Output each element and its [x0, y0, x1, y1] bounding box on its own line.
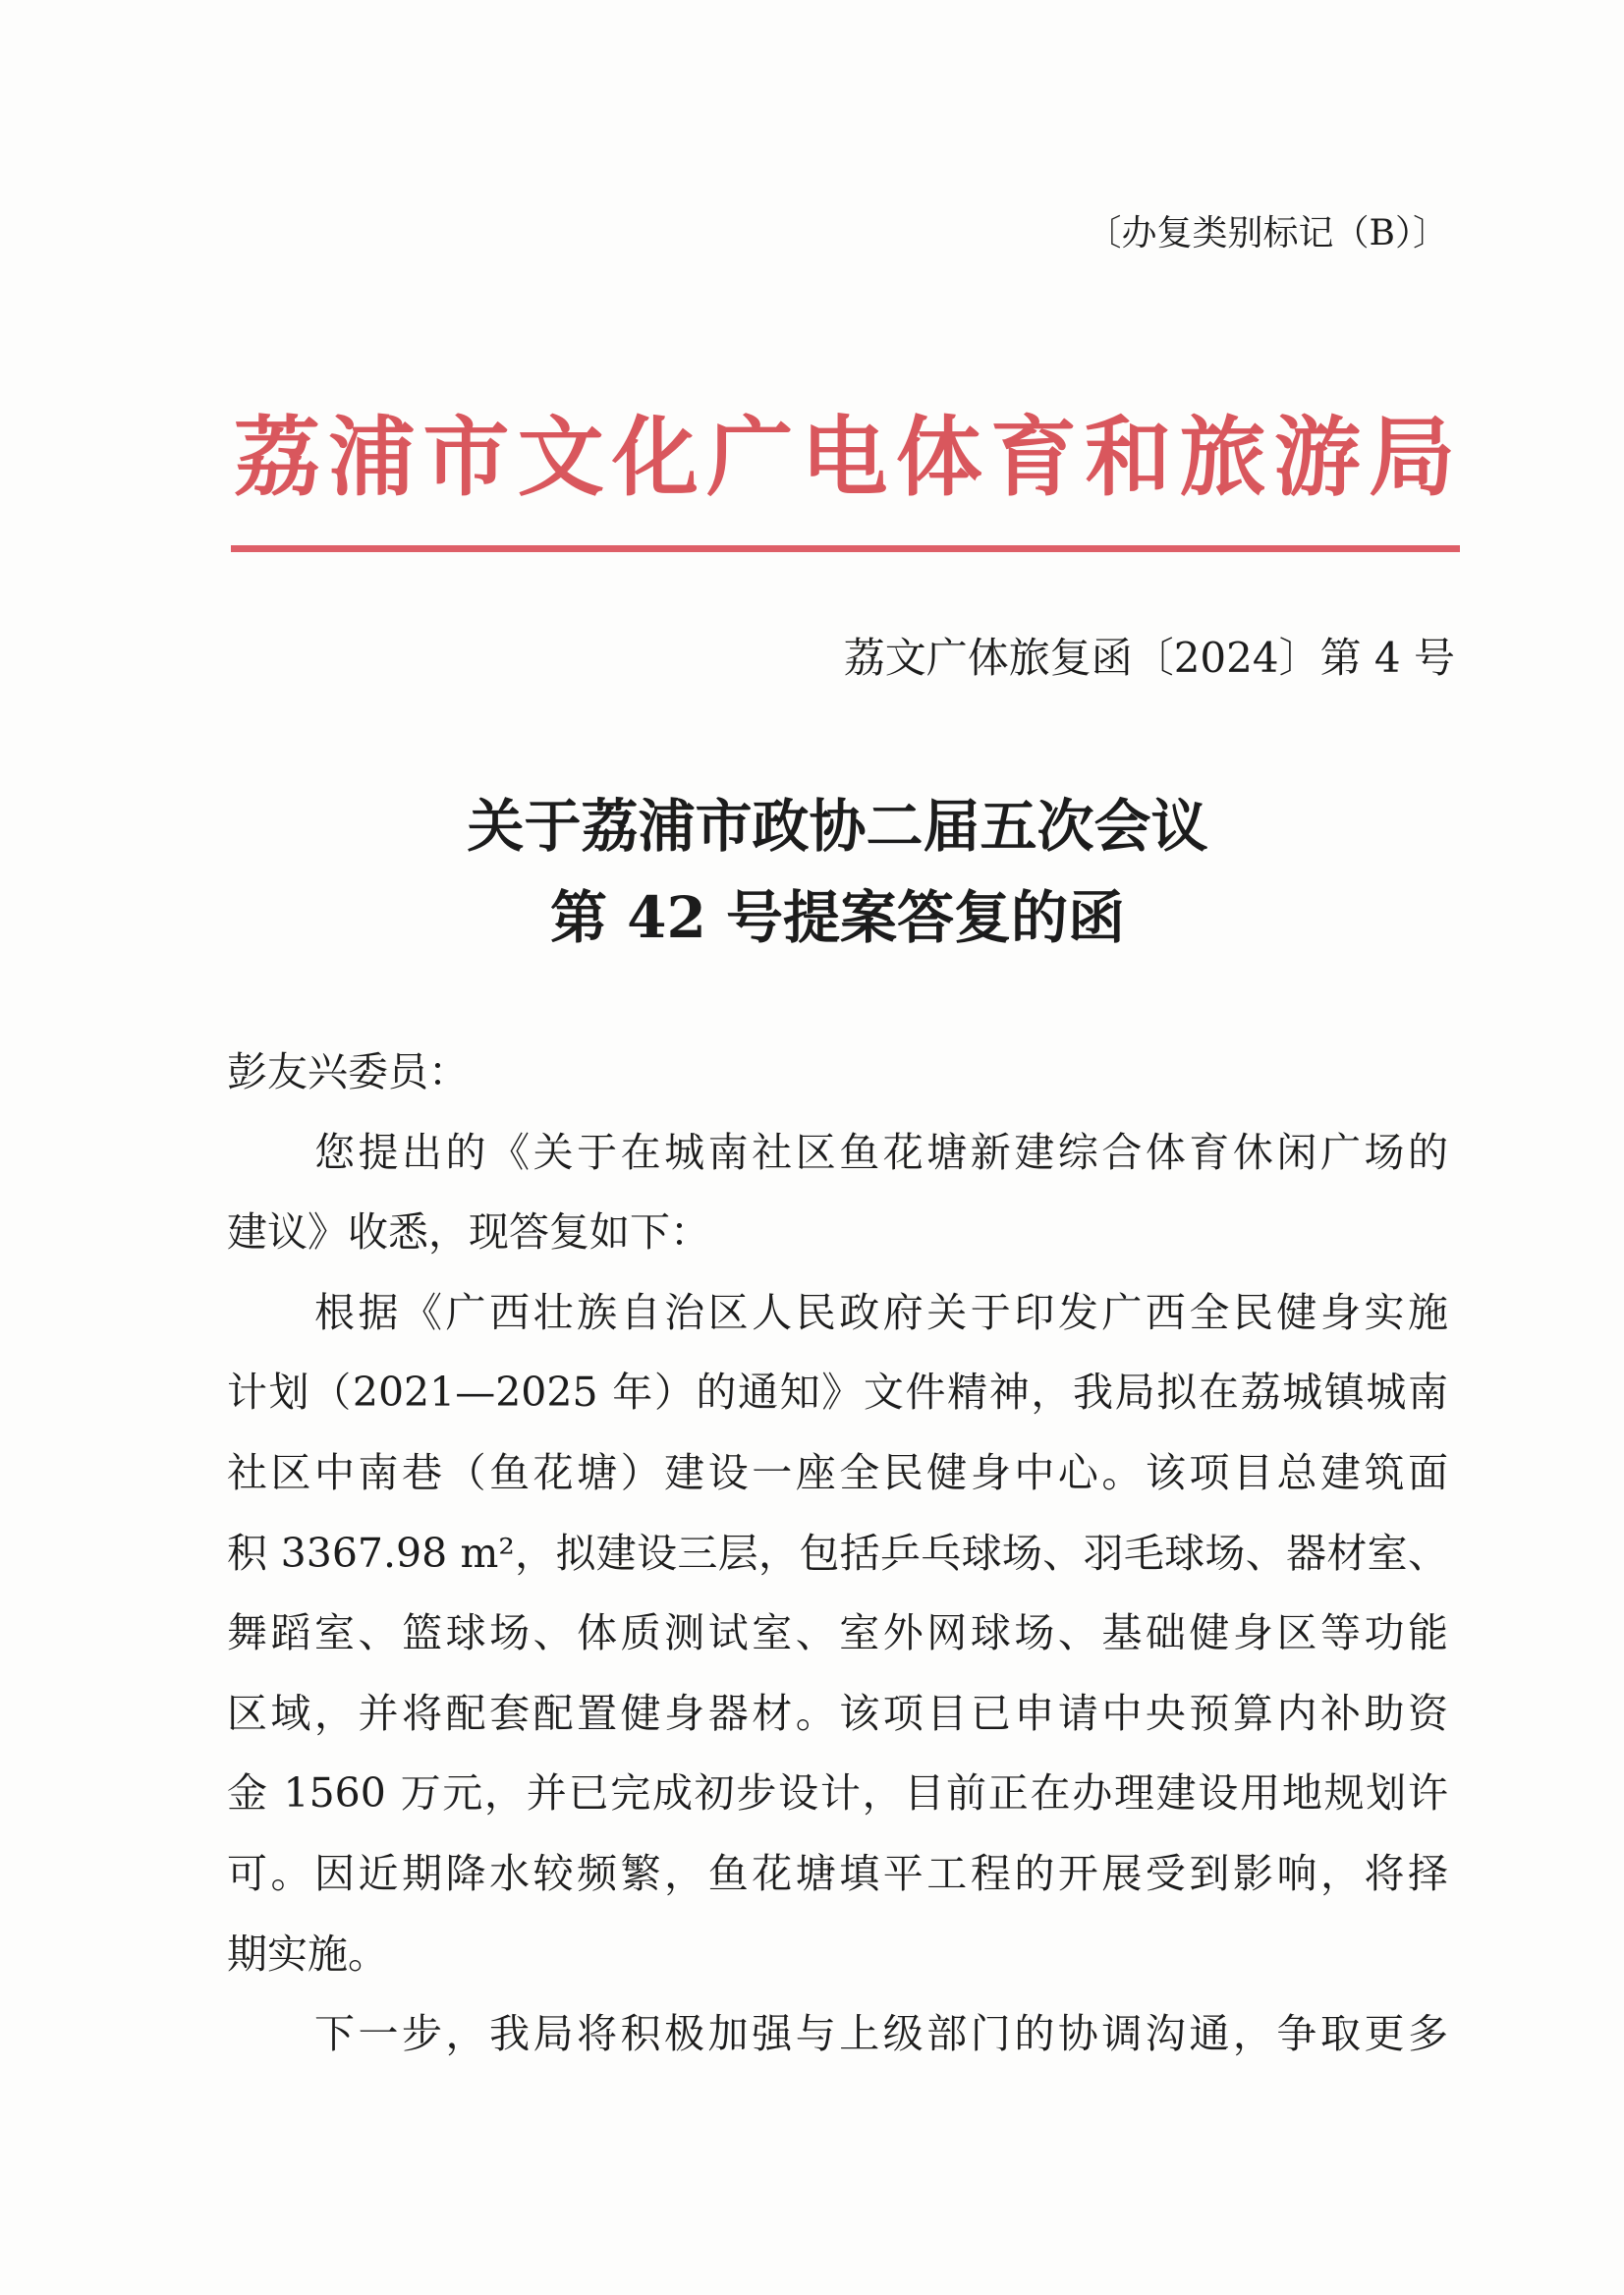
document-number: 荔文广体旅复函〔2024〕第 4 号	[843, 634, 1455, 682]
document-title-line-1: 关于荔浦市政协二届五次会议	[467, 793, 1208, 860]
red-separator-line	[231, 545, 1460, 552]
body-line: 可。因近期降水较频繁，鱼花塘填平工程的开展受到影响，将择	[227, 1849, 1448, 1897]
issuing-organization-title: 荔浦市文化广电体育和旅游局	[234, 406, 1455, 508]
reply-category-mark: 〔办复类别标记（B）〕	[1086, 213, 1448, 253]
paragraph-3	[227, 1994, 1448, 2075]
body-line: 积 3367.98 m²，拟建设三层，包括乒乓球场、羽毛球场、器材室、	[227, 1529, 1448, 1577]
body-line: 期实施。	[227, 1930, 388, 1978]
letter-body	[227, 1033, 1448, 2075]
document-title-line-2: 第 42 号提案答复的函	[549, 884, 1126, 951]
paragraph-2	[227, 1273, 1448, 1994]
body-line: 社区中南巷（鱼花塘）建设一座全民健身中心。该项目总建筑面	[227, 1448, 1448, 1496]
body-line: 根据《广西壮族自治区人民政府关于印发广西全民健身实施	[314, 1288, 1448, 1336]
body-line: 区域，并将配套配置健身器材。该项目已申请中央预算内补助资	[227, 1689, 1448, 1737]
body-line: 建议》收悉，现答复如下：	[227, 1208, 710, 1257]
document-title	[227, 781, 1448, 964]
salutation: 彭友兴委员：	[227, 1048, 469, 1095]
body-line: 金 1560 万元，并已完成初步设计，目前正在办理建设用地规划许	[227, 1769, 1448, 1818]
body-line: 您提出的《关于在城南社区鱼花塘新建综合体育休闲广场的	[314, 1128, 1448, 1176]
body-line: 计划（2021—2025 年）的通知》文件精神，我局拟在荔城镇城南	[227, 1369, 1448, 1417]
body-line: 下一步，我局将积极加强与上级部门的协调沟通，争取更多	[314, 2010, 1448, 2058]
paragraph-1	[227, 1113, 1448, 1273]
body-line: 舞蹈室、篮球场、体质测试室、室外网球场、基础健身区等功能	[227, 1609, 1448, 1657]
